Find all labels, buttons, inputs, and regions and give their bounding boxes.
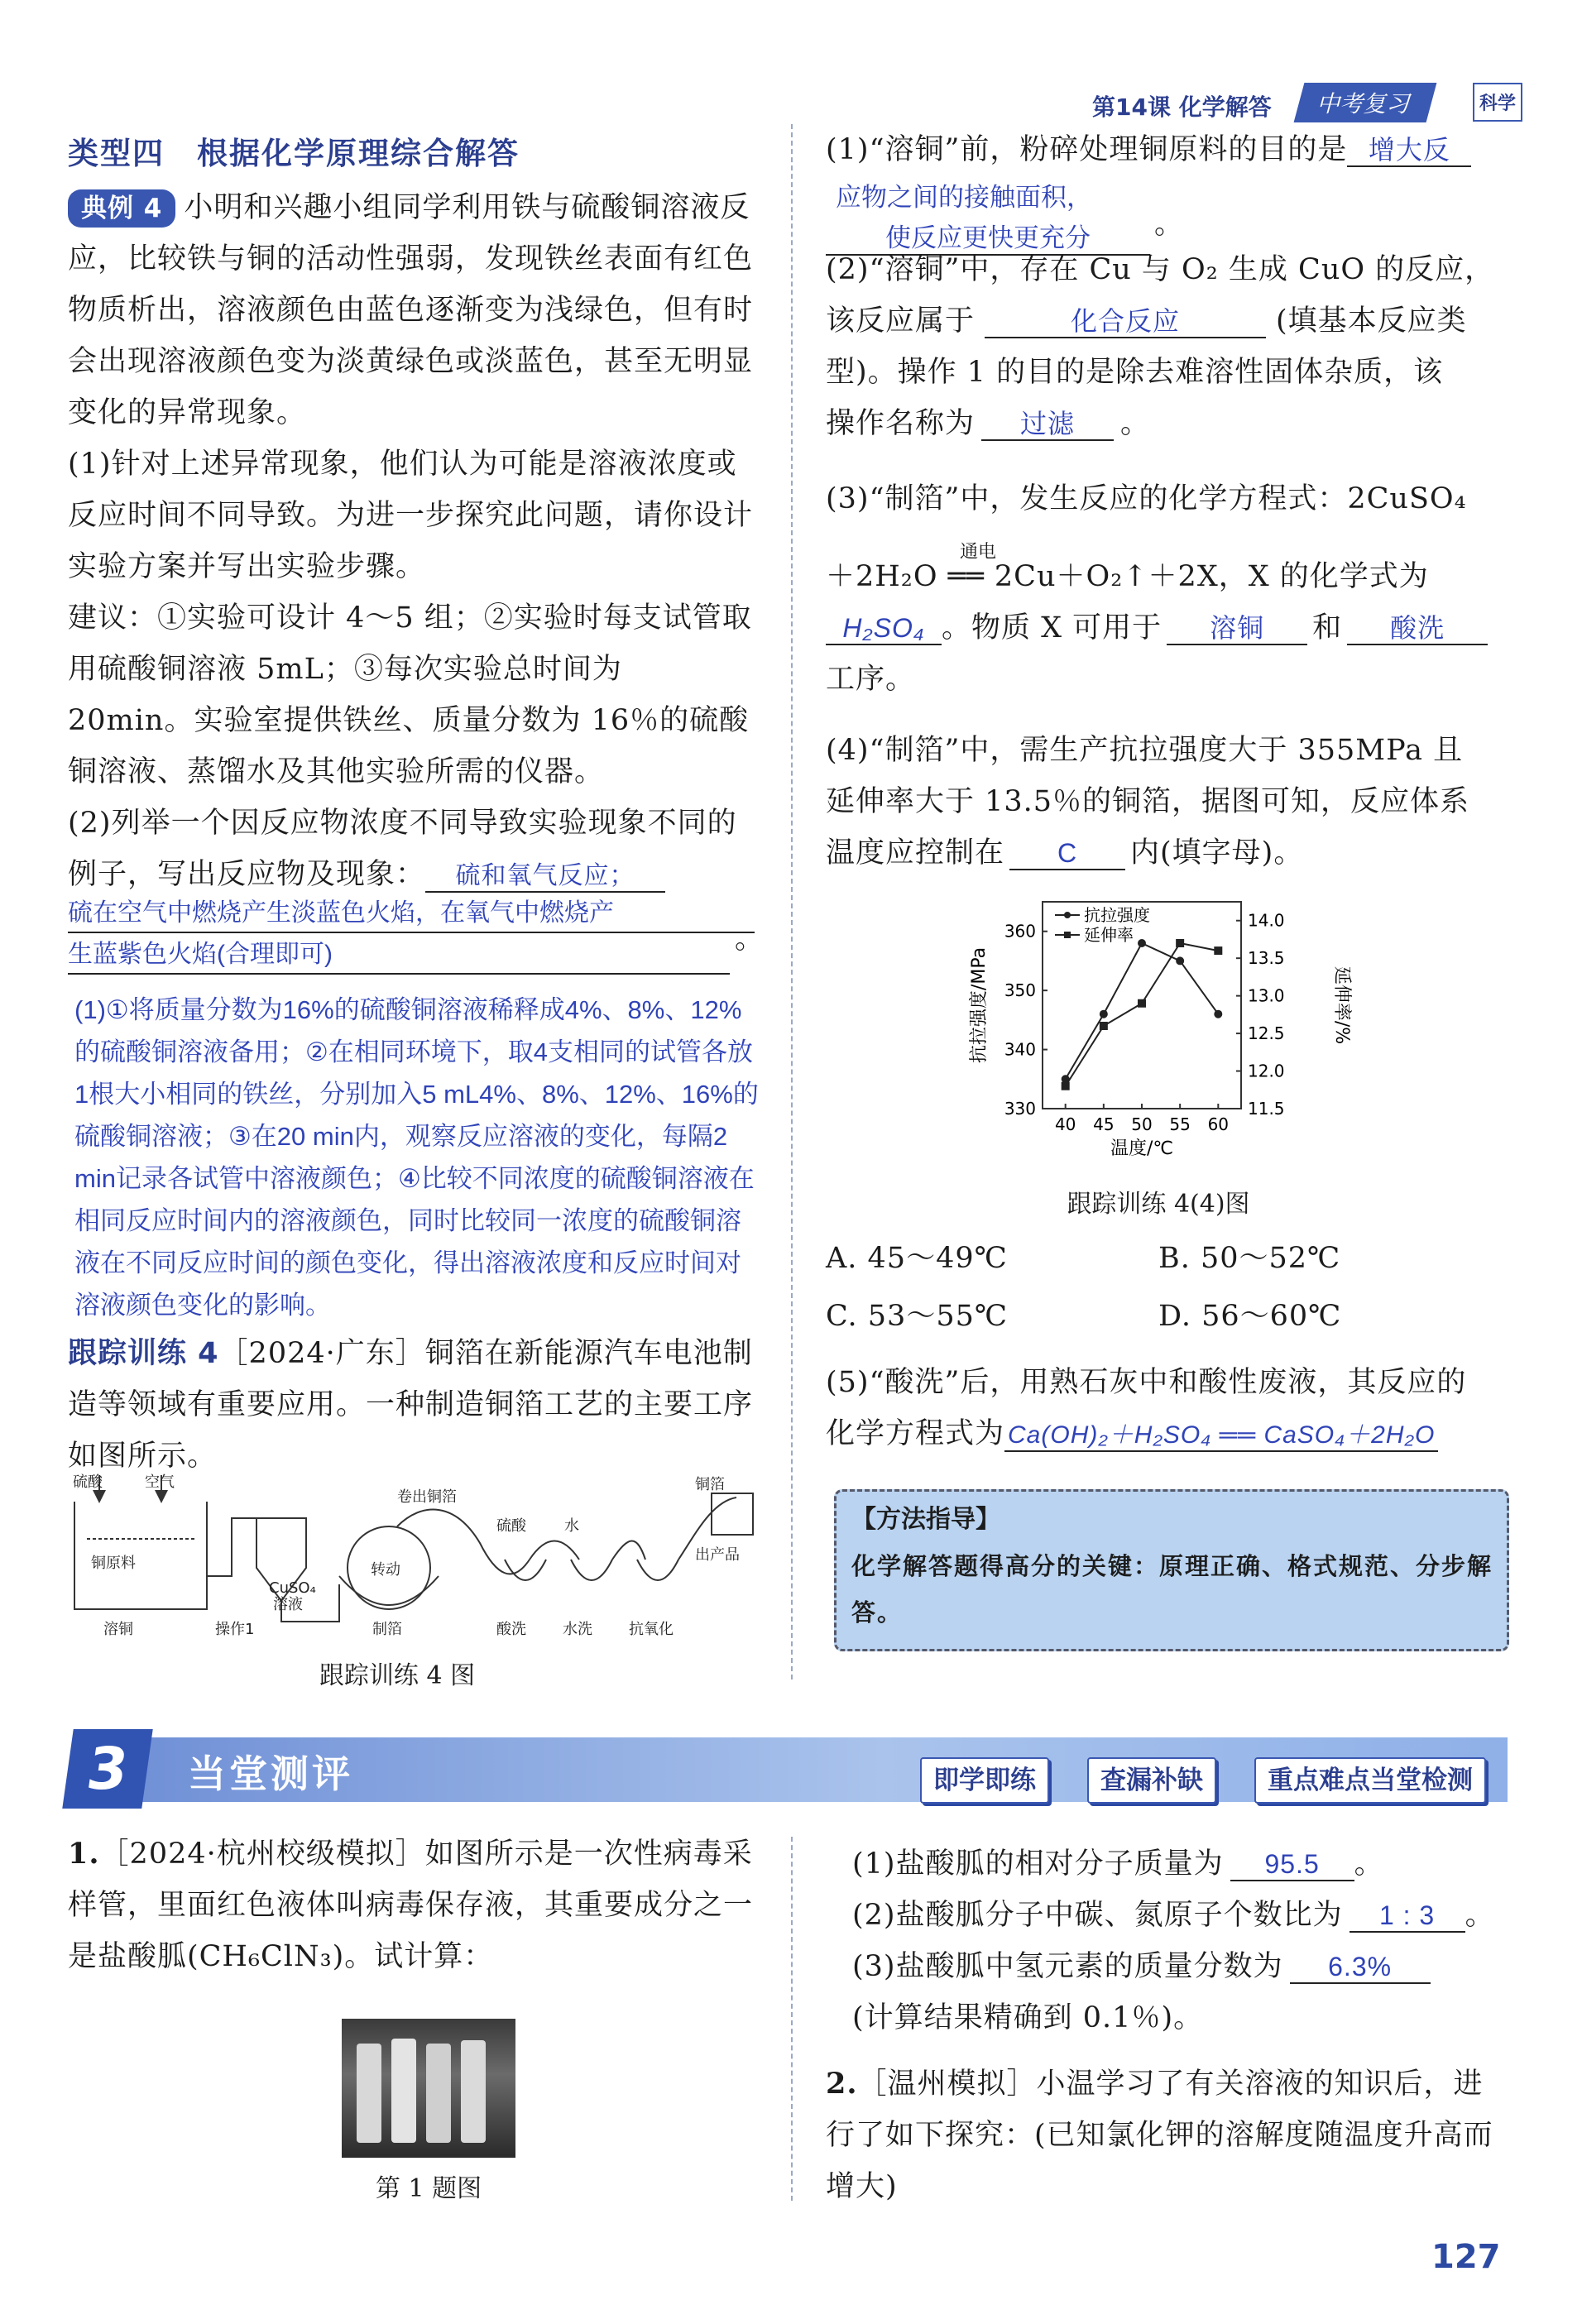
x-tick-label: 55 [1169, 1114, 1191, 1134]
diagram-label: 抗氧化 [629, 1621, 674, 1638]
suggestion: 建议：①实验可设计 4～5 组；②实验时每支试管取用硫酸铜溶液 5mL；③每次实验总时间为 20min。实验室提供铁丝、质量分数为 16％的硫酸铜溶液、蒸馏水及其他实验所需的仪器。 [68, 601, 752, 788]
option-b: B. 50～52℃ [1158, 1242, 1341, 1275]
r-q2-line1: (2)“溶铜”中，存在 Cu 与 O₂ 生成 CuO 的反应， [826, 253, 1495, 286]
test-q1-text: ［2024·杭州校级模拟］如图所示是一次性病毒采样管，里面红色液体叫病毒保存液，其重要成分之一是盐酸胍(CH₆ClN₃)。试计算： [68, 1838, 754, 1973]
question-1: (1)针对上述异常现象，他们认为可能是溶液浓度或反应时间不同导致。为进一步探究此问题，请你设计实验方案并写出实验步骤。 [68, 448, 754, 583]
question-2-text: (2)列举一个因反应物浓度不同导致实验现象不同的例子，写出反应物及现象： [68, 807, 737, 891]
r-q3-answer-use1: 溶铜 [1167, 612, 1307, 645]
test-q1-sub3 [852, 1941, 1514, 1992]
page-header [1092, 83, 1522, 124]
r-q5-line1: (5)“酸洗”后，用熟石灰中和酸性废液，其反应的 [826, 1366, 1467, 1399]
r-q1-text: (1)“溶铜”前，粉碎处理铜原料的目的是 [826, 133, 1348, 166]
r-q3-and: 和 [1312, 611, 1343, 644]
r-q5-line2-text: 化学方程式为 [826, 1417, 1005, 1450]
data-point [1062, 1082, 1070, 1090]
x-axis-label: 温度/℃ [1110, 1138, 1174, 1159]
type-title: 类型四 根据化学原理综合解答 [68, 136, 520, 171]
diagram-label: 溶铜 [103, 1621, 133, 1638]
diagram-label: 溶液 [273, 1596, 303, 1613]
r-q3 [826, 473, 1512, 525]
r-q4 [826, 725, 1512, 879]
x-tick-label: 45 [1093, 1114, 1115, 1134]
y-right-tick-label: 13.5 [1248, 948, 1285, 969]
legend-label: 延伸率 [1084, 925, 1134, 945]
test-q1-sub2-text: (2)盐酸胍分子中碳、氮原子个数比为 [852, 1899, 1343, 1932]
chip-review: 查漏补缺 [1087, 1757, 1216, 1804]
x-tick-label: 60 [1207, 1114, 1230, 1134]
test-q1-answer3: 6.3% [1290, 1951, 1431, 1984]
data-point [1214, 946, 1222, 955]
diagram-label: 硫酸 [496, 1517, 526, 1535]
r-q4-line3 [826, 827, 1512, 879]
r-q3-line3 [826, 602, 1512, 654]
q2-end: 。 [735, 922, 765, 956]
r-q4-line1: (4)“制箔”中，需生产抗拉强度大于 355MPa 且 [826, 734, 1464, 767]
r-q5-line2 [826, 1408, 1512, 1459]
y-right-tick-label: 14.0 [1248, 910, 1285, 931]
r-q4-line3-text: 温度应控制在 [826, 836, 1005, 870]
test-q2 [826, 2058, 1512, 2212]
r-q1-end: 。 [1154, 208, 1185, 241]
q2-answer-line2: 硫在空气中燃烧产生淡蓝色火焰，在氧气中燃烧产 [68, 895, 755, 933]
y-right-tick-label: 12.0 [1248, 1061, 1285, 1081]
method-title: 【方法指导】 [851, 1505, 1000, 1534]
example-badge: 典例 4 [68, 189, 175, 228]
test-q1-sub2 [852, 1890, 1514, 1941]
diagram-label: 出产品 [695, 1546, 740, 1564]
training-4-text: ［2024·广东］铜箔在新能源汽车电池制造等领域有重要应用。一种制造铜箔工艺的主要工序如图所示。 [68, 1337, 754, 1473]
diagram-label: 操作1 [215, 1621, 255, 1638]
r-q5-answer: Ca(OH)₂＋H₂SO₄ ══ CaSO₄＋2H₂O [1004, 1421, 1438, 1452]
chip-practice: 即学即练 [920, 1757, 1049, 1804]
section-title: 当堂测评 [188, 1751, 353, 1796]
test-q1 [68, 1828, 755, 1982]
example-block [68, 182, 755, 438]
data-point [1176, 939, 1184, 947]
diagram-label: 水 [564, 1517, 579, 1535]
r-q4-line2: 延伸率大于 13.5％的铜箔，据图可知，反应体系 [826, 785, 1470, 818]
test-q2-text: ［温州模拟］小温学习了有关溶液的知识后，进行了如下探究：(已知氯化钾的溶解度随温度升高而增大) [826, 2068, 1493, 2203]
r-q1 [826, 124, 1512, 175]
q1-answer: (1)①将质量分数为16%的硫酸铜溶液稀释成4%、8%、12%的硫酸铜溶液备用；②在相同环境下，取4支相同的试管各放1根大小相同的铁丝，分别加入5 mL4%、8%、12%、16%的硫酸铜溶液；③在20 min内，观察反应溶液的变化，每隔2 min记录各试管中溶液颜色；④比较不同浓度的硫酸铜溶液在相同反应时间内的溶液颜色，同时比较同一浓度的硫酸铜溶液在不同反应时间的颜色变化，得出溶液浓度和反应时间对溶液颜色变化的影响。 [74, 995, 759, 1320]
series-line-1 [1066, 943, 1219, 1079]
process-diagram [66, 1469, 761, 1642]
r-q3-condition: 通电 [960, 542, 997, 563]
legend-marker [1064, 912, 1071, 918]
question-2 [68, 798, 755, 900]
r-q3-line2: ＋2H₂O ══ 2Cu＋O₂↑＋2X，X 的化学式为 [826, 560, 1429, 593]
x-tick-label: 50 [1131, 1114, 1153, 1134]
r-q3-answer-x: H₂SO₄ [826, 612, 942, 645]
training-4 [68, 1328, 755, 1482]
temperature-chart [968, 894, 1365, 1175]
r-q3-answer-use2: 酸洗 [1347, 612, 1488, 645]
y-tick-label: 340 [1004, 1039, 1036, 1060]
r-q2-line2-text: 该反应属于 [826, 304, 976, 338]
r-q2-line2 [826, 295, 1512, 347]
r-q1-answer-1: 增大反 [1347, 134, 1471, 167]
page-number: 127 [1431, 2238, 1501, 2276]
diagram-label: 铜原料 [91, 1555, 136, 1572]
data-point [1138, 999, 1146, 1008]
diagram-label: 转动 [371, 1561, 400, 1579]
diagram-label: 空气 [145, 1473, 175, 1491]
r-q2-line4-text: 操作名称为 [826, 407, 976, 440]
example-text: 小明和兴趣小组同学利用铁与硫酸铜溶液反应，比较铁与铜的活动性强弱，发现铁丝表面有红色物质析出，溶液颜色由蓝色逐渐变为浅绿色，但有时会出现溶液颜色变为淡黄绿色或淡蓝色，甚至无明显变化的异常现象。 [68, 191, 754, 429]
y-tick-label: 330 [1004, 1099, 1036, 1119]
section-banner [68, 1729, 1508, 1809]
option-d: D. 56～60℃ [1158, 1300, 1342, 1333]
r-q2-line4-tail: 。 [1120, 407, 1151, 440]
chart-caption: 跟踪训练 4(4)图 [1067, 1190, 1250, 1219]
diagram-label: 硫酸 [73, 1473, 103, 1491]
diagram-label: 酸洗 [496, 1621, 526, 1638]
q2-answer-line1: 硫和氧气反应； [425, 861, 665, 893]
chip-key-check: 重点难点当堂检测 [1254, 1757, 1486, 1804]
diagram-label: 铜箔 [695, 1476, 725, 1493]
diagram-label: 水洗 [563, 1621, 592, 1638]
data-point [1176, 956, 1184, 965]
test-q1-sub3-note: (计算结果精确到 0.1％)。 [852, 2001, 1204, 2034]
data-point [1214, 1010, 1222, 1018]
section-number: 3 [62, 1729, 152, 1809]
r-q2-line3: 型)。操作 1 的目的是除去难溶性固体杂质，该 [826, 356, 1444, 389]
test-q1-sub1-text: (1)盐酸胍的相对分子质量为 [852, 1847, 1224, 1881]
r-q1-answer-3: 使反应更快更充分 [826, 217, 1150, 256]
test-q1-answer1: 95.5 [1230, 1848, 1354, 1881]
data-point [1100, 1022, 1108, 1030]
r-q1-answer-2: 应物之间的接触面积， [836, 183, 1092, 212]
method-body: 化学解答题得高分的关键：原理正确、格式规范、分步解答。 [851, 1552, 1493, 1627]
r-q2-answer-b: 过滤 [981, 408, 1114, 441]
legend-label: 抗拉强度 [1084, 905, 1150, 925]
period: 。 [1354, 1847, 1384, 1881]
test-q1-sub3-text: (3)盐酸胍中氢元素的质量分数为 [852, 1950, 1283, 1983]
y-right-tick-label: 12.5 [1248, 1023, 1285, 1044]
test-q1-caption: 第 1 题图 [375, 2174, 482, 2203]
subject-tag: 科学 [1473, 83, 1522, 122]
test-q1-sub1 [852, 1838, 1514, 1890]
r-q4-answer: C [1009, 837, 1125, 870]
r-q2-line2-tail: (填基本反应类 [1276, 304, 1467, 338]
y-tick-label: 350 [1004, 980, 1036, 1001]
r-q2-line4 [826, 398, 1512, 449]
y-tick-label: 360 [1004, 921, 1036, 942]
column-divider [791, 124, 793, 1680]
lesson-title: 第14课 化学解答 [1092, 93, 1272, 121]
x-tick-label: 40 [1054, 1114, 1076, 1134]
diagram-label: 制箔 [372, 1621, 402, 1638]
training-4-head: 跟踪训练 4 [68, 1337, 219, 1370]
option-c: C. 53～55℃ [826, 1300, 1009, 1333]
r-q3-line1: (3)“制箔”中，发生反应的化学方程式：2CuSO₄ [826, 482, 1467, 515]
data-point [1138, 939, 1146, 947]
r-q3-line4: 工序。 [826, 663, 916, 696]
test-q1-answer2: 1 : 3 [1349, 1900, 1465, 1933]
y-axis-label: 抗拉强度/MPa [969, 946, 990, 1064]
y-right-tick-label: 11.5 [1248, 1099, 1285, 1119]
r-q4-line3-tail: 内(填字母)。 [1130, 836, 1304, 870]
method-guide [834, 1489, 1509, 1651]
option-a: A. 45～49℃ [826, 1242, 1008, 1275]
legend-marker [1064, 932, 1071, 938]
test-q1-subquestions [852, 1838, 1514, 2044]
y-right-tick-label: 13.0 [1248, 985, 1285, 1006]
column-divider-bottom [791, 1837, 793, 2201]
r-q5 [826, 1357, 1512, 1459]
data-point [1100, 1010, 1108, 1018]
r-q2-answer-a: 化合反应 [985, 305, 1266, 338]
diagram-label: 卷出铜箔 [397, 1488, 457, 1506]
review-tag: 中考复习 [1294, 83, 1437, 122]
series-line-2 [1066, 943, 1219, 1086]
sample-tube-photo [342, 2019, 515, 2158]
y-axis-right-label: 延伸率/% [1331, 966, 1352, 1045]
diagram-caption: 跟踪训练 4 图 [319, 1661, 476, 1690]
r-q2 [826, 244, 1512, 449]
test-q1-number: 1. [68, 1837, 100, 1871]
period: 。 [1465, 1899, 1495, 1932]
q2-answer-line3: 生蓝紫色火焰(合理即可) [68, 937, 730, 975]
diagram-label: CuSO₄ [269, 1579, 316, 1597]
test-q2-number: 2. [826, 2067, 858, 2101]
r-q3-line3-text: 。物质 X 可用于 [942, 611, 1163, 644]
